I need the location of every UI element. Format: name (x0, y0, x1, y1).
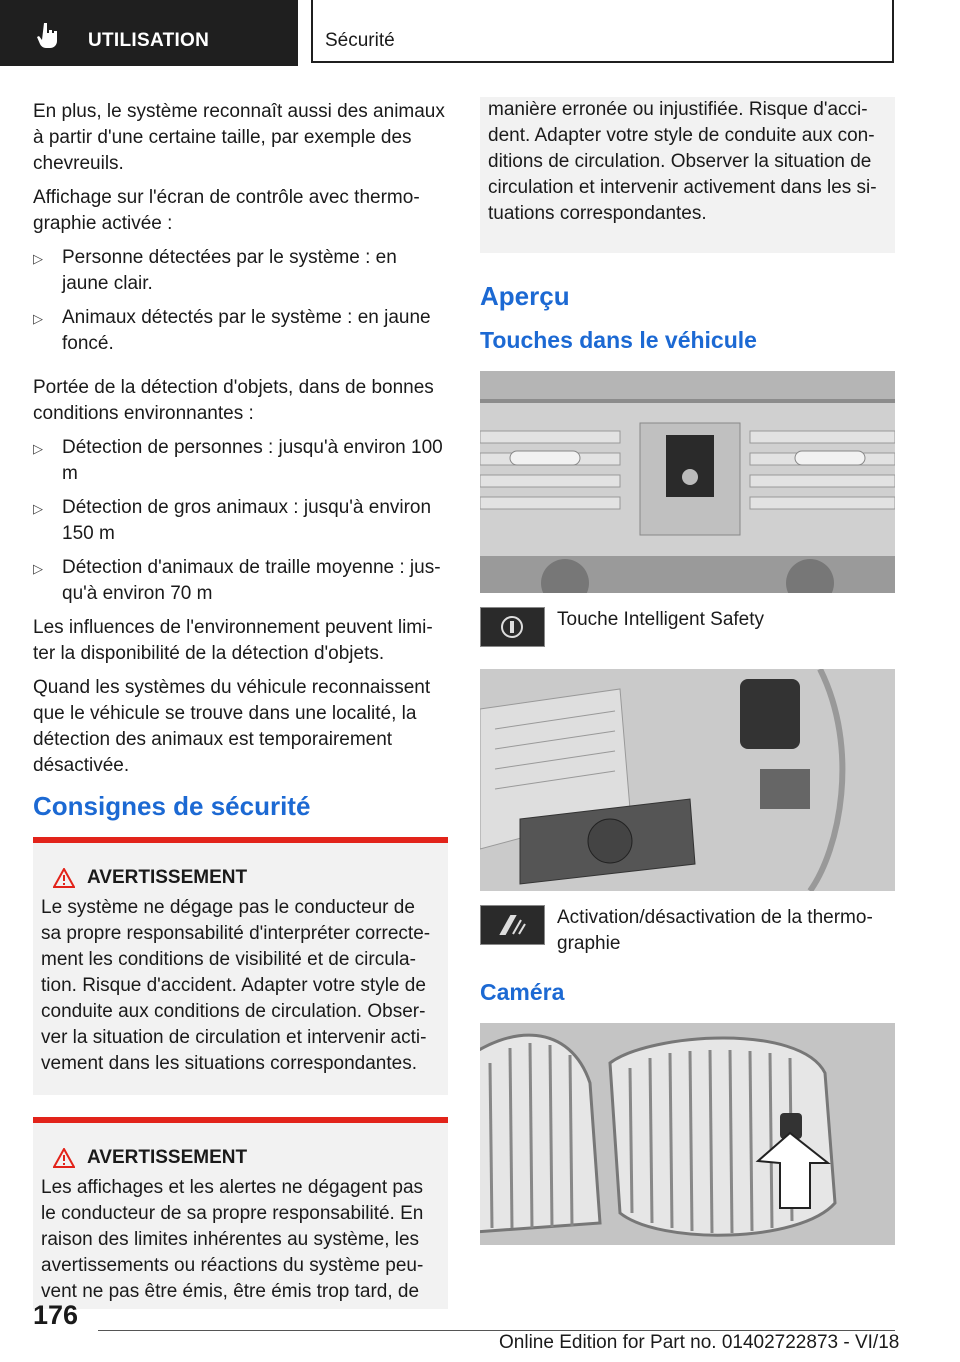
list-item (33, 245, 448, 297)
caption-text: Touche Intelligent Safety (557, 609, 765, 630)
footer-divider (98, 1330, 895, 1331)
caption-text: Activation/désactivation de la thermographie (557, 907, 873, 954)
caption-row (480, 607, 895, 647)
header-subsection-tab (311, 0, 894, 63)
night-vision-button-icon (480, 905, 545, 945)
photo-dashboard-button (480, 371, 895, 593)
paragraph: En plus, le système reconnaît aussi des animaux à partir d'une certaine taille, par exemple des chevreuils. (33, 101, 445, 174)
paragraph: Portée de la détection d'objets, dans de bonnes conditions environnantes : (33, 377, 434, 424)
paragraph: Les influences de l'environnement peuvent limiter la disponibilité de la détection d'objets. (33, 617, 433, 664)
warning-text: Les affichages et les alertes ne dégagent pas le conducteur de sa propre responsabilité. En raison des limites inhérentes au système, les avertissements ou réactions du système peuvent ne pas être émis, être émis trop tard, de (41, 1177, 424, 1302)
list-item-text: Animaux détectés par le système : en jaune foncé. (62, 307, 431, 354)
paragraph: Quand les systèmes du véhicule reconnaissent que le véhicule se trouve dans une localité, la détection des animaux est temporairement désactivée. (33, 677, 431, 776)
list-item-text: Détection de personnes : jusqu'à environ 100 m (62, 437, 443, 484)
list-item-text: Détection d'animaux de traille moyenne : jusqu'à environ 70 m (62, 557, 441, 604)
triangle-bullet-icon: ▷ (33, 251, 43, 266)
list-item (33, 495, 448, 547)
triangle-bullet-icon: ▷ (33, 311, 43, 326)
triangle-bullet-icon: ▷ (33, 441, 43, 456)
photo-light-switch (480, 669, 895, 891)
right-column (480, 99, 895, 1245)
heading-buttons: Touches dans le véhicule (480, 327, 757, 353)
triangle-bullet-icon: ▷ (33, 561, 43, 576)
left-column (33, 99, 448, 1309)
header-section-tab (0, 0, 298, 66)
list-item (33, 555, 448, 607)
photo-camera-grille (480, 1023, 895, 1245)
subsection-title: Sécurité (325, 30, 395, 51)
list-item (33, 435, 448, 487)
warning-text: manière erronée ou injustifiée. Risque d'accident. Adapter votre style de conduite aux conditions de circulation. Observer la situation de circulation et intervenir activement dans les situations correspondantes. (488, 99, 877, 224)
heading-camera: Caméra (480, 979, 565, 1005)
list-item-text: Détection de gros animaux : jusqu'à environ 150 m (62, 497, 432, 544)
paragraph: Affichage sur l'écran de contrôle avec thermographie activée : (33, 187, 420, 234)
warning-title: AVERTISSEMENT (87, 1147, 248, 1168)
warning-title: AVERTISSEMENT (87, 867, 248, 888)
triangle-bullet-icon: ▷ (33, 501, 43, 516)
heading-safety: Consignes de sécurité (33, 791, 311, 821)
warning-text: Le système ne dégage pas le conducteur de sa propre responsabilité d'interpréter correctement les conditions de visibilité et de circulation. Risque d'accident. Adapter votre style de conduite aux conditions de circulation. Observer la situation de circulation et intervenir activement dans les situations correspondantes. (41, 897, 431, 1074)
warning-box-continued (480, 97, 895, 253)
list-item (33, 305, 448, 357)
hand-pointer-icon (36, 21, 60, 49)
edition-note: Online Edition for Part no. 01402722873 - VI/18 (499, 1332, 900, 1353)
list-item-text: Personne détectées par le système : en jaune clair. (62, 247, 397, 294)
page-number: 176 (33, 1300, 79, 1330)
section-title: UTILISATION (88, 30, 210, 51)
warning-box (33, 837, 448, 1095)
warning-box (33, 1117, 448, 1309)
warning-triangle-icon (53, 1148, 75, 1168)
caption-row (480, 905, 895, 957)
warning-triangle-icon (53, 868, 75, 888)
intelligent-safety-button-icon (480, 607, 545, 647)
heading-overview: Aperçu (480, 281, 570, 311)
